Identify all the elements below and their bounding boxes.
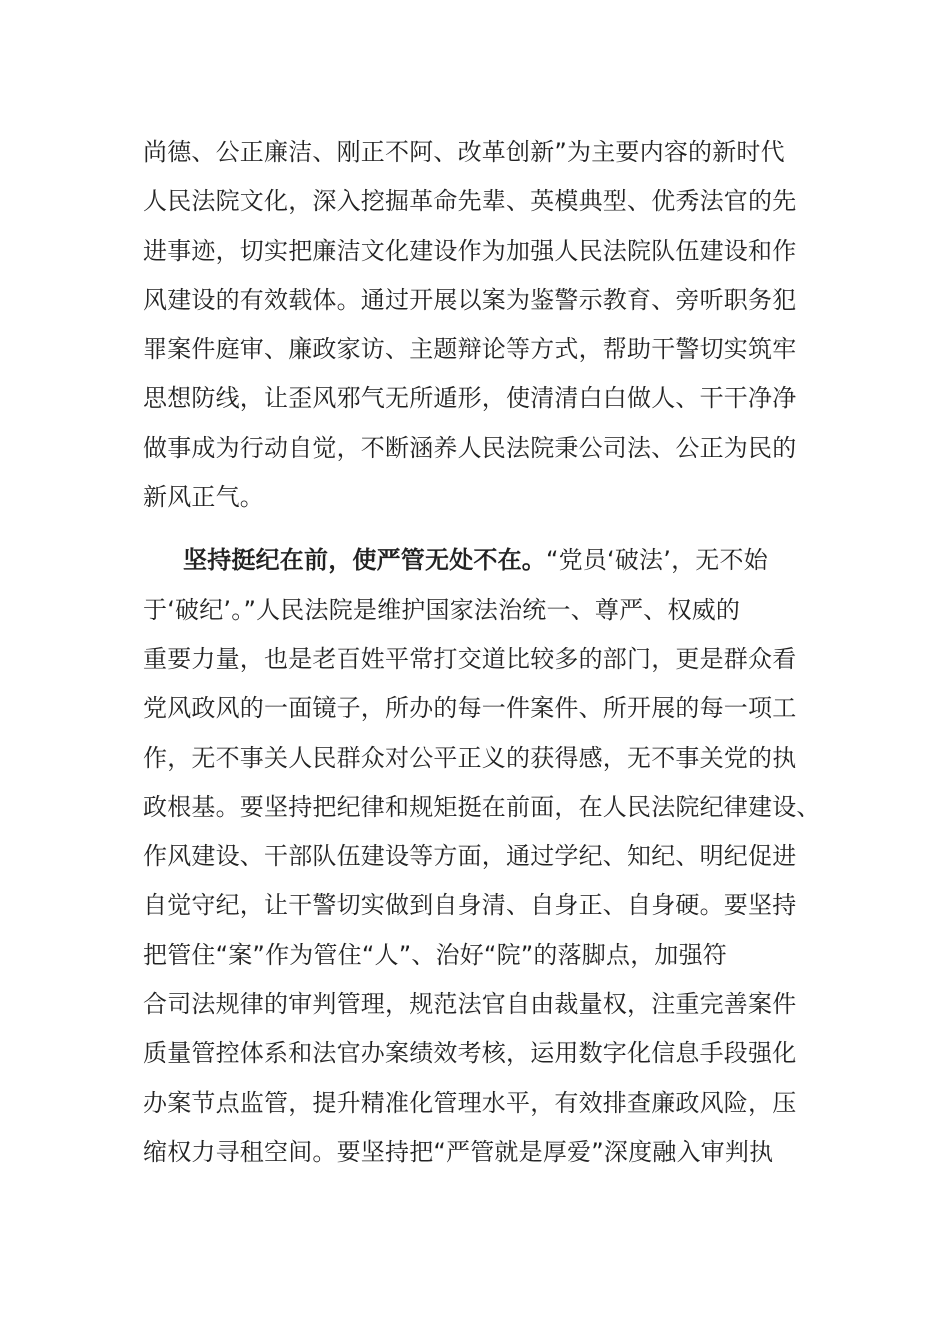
text-line: 作，无不事关人民群众对公平正义的获得感，无不事关党的执 [143,743,797,772]
text-line: 于‘破纪’。”人民法院是维护国家法治统一、尊严、权威的 [143,595,741,624]
text-line: 进事迹，切实把廉洁文化建设作为加强人民法院队伍建设和作 [143,236,797,265]
text-line: 办案节点监管，提升精准化管理水平，有效排查廉政风险，压 [143,1088,797,1117]
paragraph-heading: 坚持挺纪在前，使严管无处不在。 [183,546,546,575]
text-line: 政根基。要坚持把纪律和规矩挺在前面，在人民法院纪律建设、 [143,792,821,821]
paragraph-gap [143,522,823,536]
text-line: 做事成为行动自觉，不断涵养人民法院秉公司法、公正为民的 [143,433,797,462]
text-line: 风建设的有效载体。通过开展以案为鉴警示教育、旁听职务犯 [143,285,797,314]
document-body [143,128,823,1177]
text-line: 合司法规律的审判管理，规范法官自由裁量权，注重完善案件 [143,990,797,1019]
text-run: “党员‘破法’，无不始 [546,546,768,575]
text-line: 作风建设、干部队伍建设等方面，通过学纪、知纪、明纪促进 [143,842,797,871]
text-line: 思想防线，让歪风邪气无所遁形，使清清白白做人、干干净净 [143,384,797,413]
text-line: 重要力量，也是老百姓平常打交道比较多的部门，更是群众看 [143,644,797,673]
text-line: 把管住“案”作为管住“人”、治好“院”的落脚点，加强符 [143,940,727,969]
text-line: 新风正气。 [143,483,264,512]
text-line: 尚德、公正廉洁、刚正不阿、改革创新”为主要内容的新时代 [143,138,785,166]
paragraph-first-line [143,536,823,585]
text-line: 党风政风的一面镜子，所办的每一件案件、所开展的每一项工 [143,694,797,723]
text-line: 人民法院文化，深入挖掘革命先辈、英模典型、优秀法官的先 [143,187,797,216]
text-line: 缩权力寻租空间。要坚持把“严管就是厚爱”深度融入审判执 [143,1137,774,1166]
text-line: 罪案件庭审、廉政家访、主题辩论等方式，帮助干警切实筑牢 [143,335,797,364]
paragraph-discipline [143,536,823,1177]
text-line: 质量管控体系和法官办案绩效考核，运用数字化信息手段强化 [143,1039,797,1068]
paragraph-culture [143,128,823,522]
text-line: 自觉守纪，让干警切实做到自身清、自身正、自身硬。要坚持 [143,891,797,920]
